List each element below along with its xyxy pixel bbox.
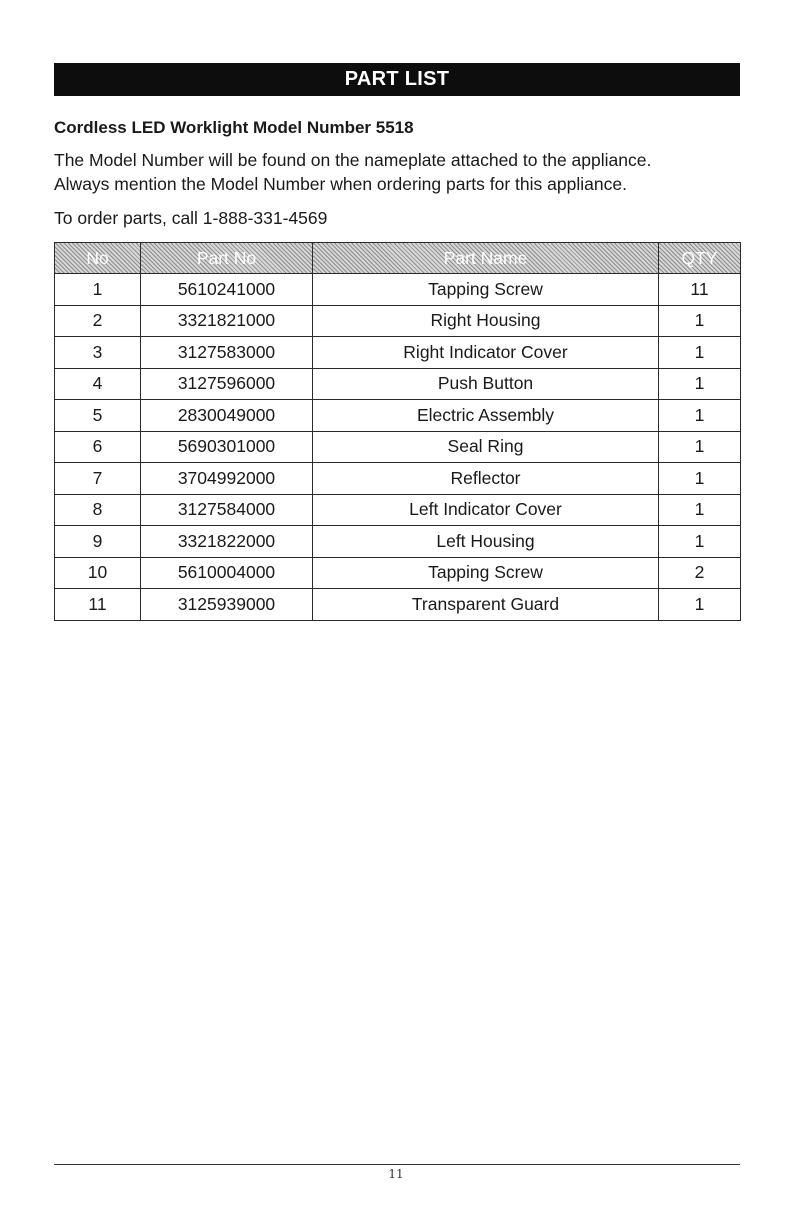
table-row — [55, 400, 741, 432]
cell-qty: 1 — [659, 368, 741, 400]
order-instructions: To order parts, call 1-888-331-4569 — [54, 208, 328, 228]
cell-part-no: 3127584000 — [141, 494, 313, 526]
header-no: No — [55, 243, 141, 274]
page-banner: PART LIST — [54, 63, 740, 96]
cell-qty: 1 — [659, 494, 741, 526]
cell-no: 7 — [55, 463, 141, 495]
cell-no: 11 — [55, 589, 141, 621]
table-row — [55, 337, 741, 369]
cell-part-name: Tapping Screw — [313, 557, 659, 589]
cell-part-no: 5610241000 — [141, 274, 313, 306]
cell-qty: 1 — [659, 400, 741, 432]
cell-qty: 1 — [659, 305, 741, 337]
intro-line: The Model Number will be found on the nameplate attached to the appliance. — [54, 150, 652, 170]
cell-part-name: Transparent Guard — [313, 589, 659, 621]
cell-qty: 1 — [659, 431, 741, 463]
cell-qty: 1 — [659, 589, 741, 621]
cell-part-name: Tapping Screw — [313, 274, 659, 306]
cell-part-name: Right Indicator Cover — [313, 337, 659, 369]
header-part-name: Part Name — [313, 243, 659, 274]
table-row — [55, 557, 741, 589]
cell-part-name: Seal Ring — [313, 431, 659, 463]
cell-qty: 2 — [659, 557, 741, 589]
header-qty: QTY — [659, 243, 741, 274]
table-row — [55, 589, 741, 621]
intro-paragraph — [54, 148, 744, 196]
page-number: 11 — [388, 1167, 404, 1181]
table-row — [55, 305, 741, 337]
cell-qty: 1 — [659, 463, 741, 495]
cell-part-no: 3127583000 — [141, 337, 313, 369]
cell-part-no: 3321821000 — [141, 305, 313, 337]
cell-no: 2 — [55, 305, 141, 337]
model-heading: Cordless LED Worklight Model Number 5518 — [54, 118, 414, 137]
cell-no: 4 — [55, 368, 141, 400]
cell-part-name: Electric Assembly — [313, 400, 659, 432]
table-row — [55, 463, 741, 495]
cell-no: 8 — [55, 494, 141, 526]
cell-no: 10 — [55, 557, 141, 589]
cell-part-name: Left Housing — [313, 526, 659, 558]
parts-table — [54, 242, 741, 621]
cell-part-name: Push Button — [313, 368, 659, 400]
cell-part-no: 3125939000 — [141, 589, 313, 621]
cell-part-no: 2830049000 — [141, 400, 313, 432]
cell-qty: 1 — [659, 526, 741, 558]
cell-no: 3 — [55, 337, 141, 369]
table-header-row — [55, 243, 741, 274]
cell-part-name: Right Housing — [313, 305, 659, 337]
cell-part-no: 3704992000 — [141, 463, 313, 495]
cell-no: 6 — [55, 431, 141, 463]
cell-qty: 1 — [659, 337, 741, 369]
cell-qty: 11 — [659, 274, 741, 306]
footer-divider — [54, 1164, 740, 1165]
cell-part-no: 5610004000 — [141, 557, 313, 589]
cell-part-no: 3321822000 — [141, 526, 313, 558]
table-row — [55, 274, 741, 306]
cell-no: 5 — [55, 400, 141, 432]
table-row — [55, 431, 741, 463]
header-part-no: Part No — [141, 243, 313, 274]
cell-part-name: Reflector — [313, 463, 659, 495]
table-row — [55, 368, 741, 400]
cell-part-name: Left Indicator Cover — [313, 494, 659, 526]
cell-part-no: 5690301000 — [141, 431, 313, 463]
cell-no: 9 — [55, 526, 141, 558]
cell-part-no: 3127596000 — [141, 368, 313, 400]
table-row — [55, 526, 741, 558]
cell-no: 1 — [55, 274, 141, 306]
parts-table-body — [55, 274, 741, 621]
intro-line: Always mention the Model Number when ordering parts for this appliance. — [54, 174, 627, 194]
table-row — [55, 494, 741, 526]
